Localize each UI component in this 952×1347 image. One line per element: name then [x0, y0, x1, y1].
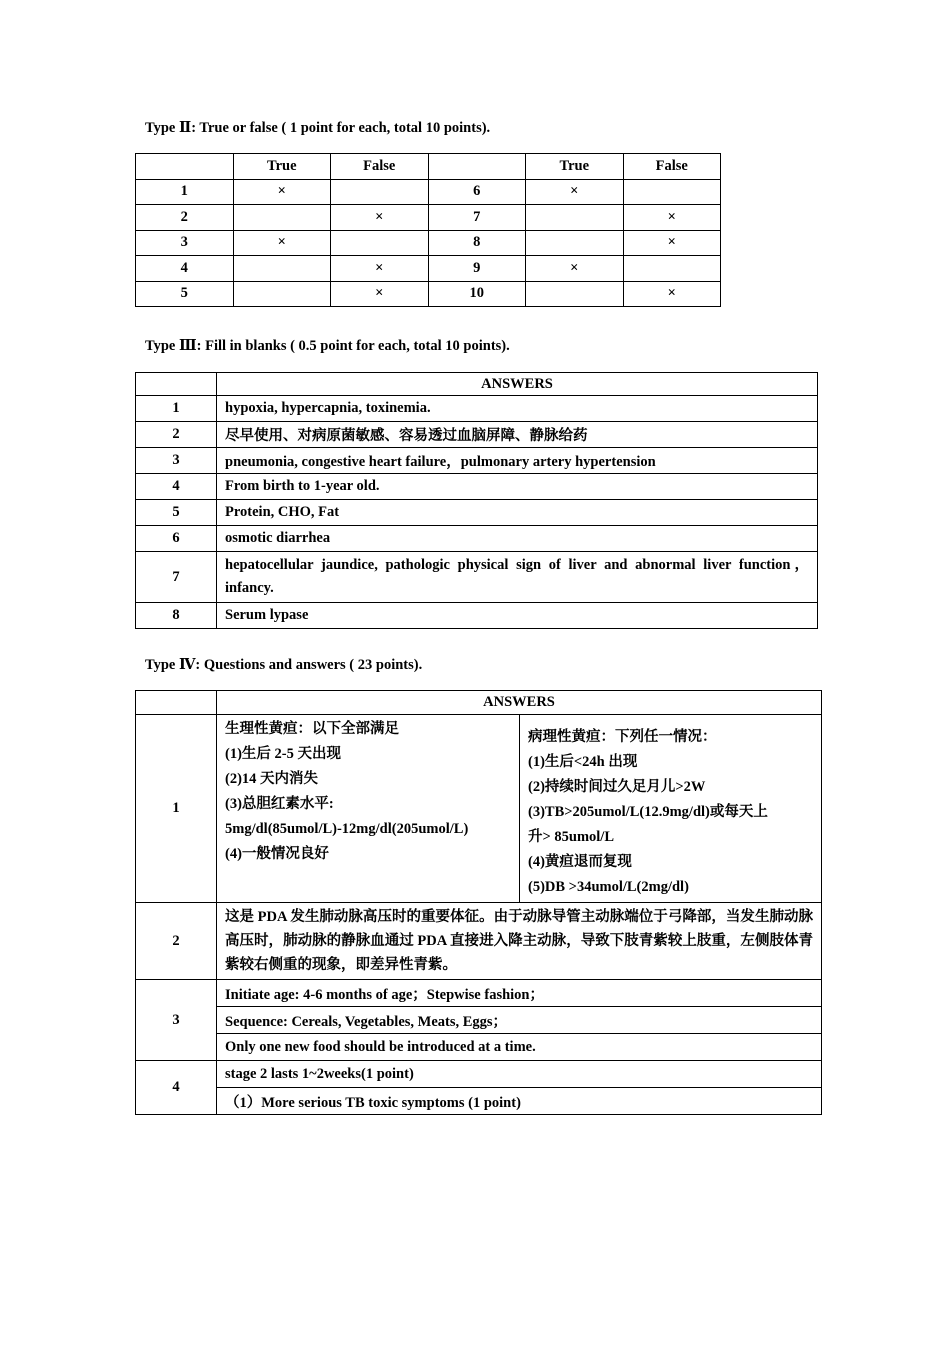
- table-header-row: [136, 154, 721, 180]
- text-line: (1)生后 2-5 天出现: [225, 746, 341, 762]
- table-cell: [233, 256, 331, 282]
- text-line: (3)TB>205umol/L(12.9mg/dl)或每天上: [528, 804, 768, 820]
- section-title-type3: Type Ⅲ: Fill in blanks ( 0.5 point for each, total 10 points).: [145, 338, 510, 354]
- row-number: 1: [136, 715, 217, 903]
- text-line: (2)持续时间过久足月儿>2W: [528, 779, 706, 795]
- text-line: (1)生后<24h 出现: [528, 754, 638, 770]
- table-cell: [233, 205, 331, 231]
- table-row: [136, 500, 818, 526]
- table-row: [136, 1088, 822, 1115]
- table-row: [136, 205, 721, 231]
- answer-cell: hypoxia, hypercapnia, toxinemia.: [217, 396, 818, 422]
- table-cell: ×: [233, 230, 331, 256]
- table-header-row: [136, 691, 822, 715]
- answer-cell: （1）More serious TB toxic symptoms (1 point): [217, 1088, 822, 1115]
- row-number: 2: [136, 422, 217, 448]
- text-line: 升> 85umol/L: [528, 829, 615, 845]
- table-row: [136, 980, 822, 1007]
- table-row: [136, 281, 721, 307]
- table-cell: [331, 179, 429, 205]
- section-title-type4: Type Ⅳ: Questions and answers ( 23 points).: [145, 657, 423, 673]
- answer-cell: From birth to 1-year old.: [217, 474, 818, 500]
- header-cell: [428, 154, 526, 180]
- text-line: 生理性黄疸：以下全部满足: [225, 721, 399, 737]
- fill-in-blanks-table: [135, 372, 818, 629]
- table-cell: [526, 205, 624, 231]
- table-header-row: [136, 373, 818, 396]
- pathologic-jaundice-cell: [520, 715, 822, 903]
- questions-answers-table: [135, 690, 822, 1115]
- table-cell: ×: [331, 256, 429, 282]
- table-cell: 9: [428, 256, 526, 282]
- table-row: [136, 1034, 822, 1061]
- table-row: [136, 526, 818, 552]
- row-number: 4: [136, 1061, 217, 1115]
- row-number: 4: [136, 474, 217, 500]
- answer-cell: pneumonia, congestive heart failure，pulmonary artery hypertension: [217, 448, 818, 474]
- text-line: (4)黄疸退而复现: [528, 854, 632, 870]
- answers-header: ANSWERS: [217, 691, 822, 715]
- table-row: [136, 448, 818, 474]
- answer-cell: Protein, CHO, Fat: [217, 500, 818, 526]
- table-row: [136, 230, 721, 256]
- row-number: 3: [136, 448, 217, 474]
- table-row: [136, 396, 818, 422]
- table-cell: ×: [526, 179, 624, 205]
- answer-cell: Initiate age: 4-6 months of age；Stepwise fashion；: [217, 980, 822, 1007]
- header-cell: [136, 373, 217, 396]
- table-cell: [623, 256, 721, 282]
- header-cell: False: [623, 154, 721, 180]
- answers-header: ANSWERS: [217, 373, 818, 396]
- answer-cell: 这是 PDA 发生肺动脉高压时的重要体征。由于动脉导管主动脉端位于弓降部，当发生肺动脉高压时，肺动脉的静脉血通过 PDA 直接进入降主动脉，导致下肢青紫较上肢重，左侧肢体青紫较右侧重的现象，即差异性青紫。: [217, 903, 822, 980]
- table-cell: 2: [136, 205, 234, 231]
- answer-cell: Sequence: Cereals, Vegetables, Meats, Eggs；: [217, 1007, 822, 1034]
- table-row: [136, 256, 721, 282]
- table-cell: 5: [136, 281, 234, 307]
- table-cell: ×: [623, 230, 721, 256]
- table-row: [136, 179, 721, 205]
- row-number: 6: [136, 526, 217, 552]
- table-row: [136, 422, 818, 448]
- header-cell: False: [331, 154, 429, 180]
- table-row: [136, 1061, 822, 1088]
- table-cell: ×: [526, 256, 624, 282]
- table-cell: [623, 179, 721, 205]
- text-line: (4)一般情况良好: [225, 846, 329, 862]
- table-row: [136, 1007, 822, 1034]
- row-number: 2: [136, 903, 217, 980]
- table-cell: [526, 281, 624, 307]
- row-number: 3: [136, 980, 217, 1061]
- table-cell: 1: [136, 179, 234, 205]
- true-false-table: [135, 153, 721, 307]
- table-row: [136, 474, 818, 500]
- header-cell: True: [526, 154, 624, 180]
- answer-cell: osmotic diarrhea: [217, 526, 818, 552]
- answer-cell: Only one new food should be introduced at a time.: [217, 1034, 822, 1061]
- text-line: 5mg/dl(85umol/L)-12mg/dl(205umol/L): [225, 821, 469, 837]
- text-line: (2)14 天内消失: [225, 771, 319, 787]
- table-row: [136, 603, 818, 629]
- table-row: [136, 903, 822, 980]
- table-cell: ×: [233, 179, 331, 205]
- table-cell: 6: [428, 179, 526, 205]
- table-cell: [233, 281, 331, 307]
- header-cell: [136, 154, 234, 180]
- row-number: 7: [136, 552, 217, 603]
- table-row: [136, 552, 818, 603]
- answer-cell: hepatocellular jaundice, pathologic physical sign of liver and abnormal liver function，infancy.: [217, 552, 818, 603]
- answer-cell: Serum lypase: [217, 603, 818, 629]
- physiologic-jaundice-cell: [217, 715, 520, 903]
- table-row: [136, 715, 822, 903]
- table-cell: ×: [623, 281, 721, 307]
- answer-cell: stage 2 lasts 1~2weeks(1 point): [217, 1061, 822, 1088]
- table-cell: 8: [428, 230, 526, 256]
- table-cell: ×: [331, 281, 429, 307]
- table-cell: 3: [136, 230, 234, 256]
- row-number: 5: [136, 500, 217, 526]
- header-cell: True: [233, 154, 331, 180]
- table-cell: [331, 230, 429, 256]
- text-line: (5)DB >34umol/L(2mg/dl): [528, 879, 689, 895]
- section-title-type2: Type Ⅱ: True or false ( 1 point for each, total 10 points).: [145, 120, 491, 136]
- text-line: 病理性黄疸：下列任一情况：: [528, 729, 717, 745]
- row-number: 8: [136, 603, 217, 629]
- table-cell: 7: [428, 205, 526, 231]
- answer-cell: 尽早使用、对病原菌敏感、容易透过血脑屏障、静脉给药: [217, 422, 818, 448]
- row-number: 1: [136, 396, 217, 422]
- header-cell: [136, 691, 217, 715]
- table-cell: 10: [428, 281, 526, 307]
- text-line: (3)总胆红素水平:: [225, 796, 334, 812]
- table-cell: ×: [623, 205, 721, 231]
- table-cell: 4: [136, 256, 234, 282]
- table-cell: [526, 230, 624, 256]
- table-cell: ×: [331, 205, 429, 231]
